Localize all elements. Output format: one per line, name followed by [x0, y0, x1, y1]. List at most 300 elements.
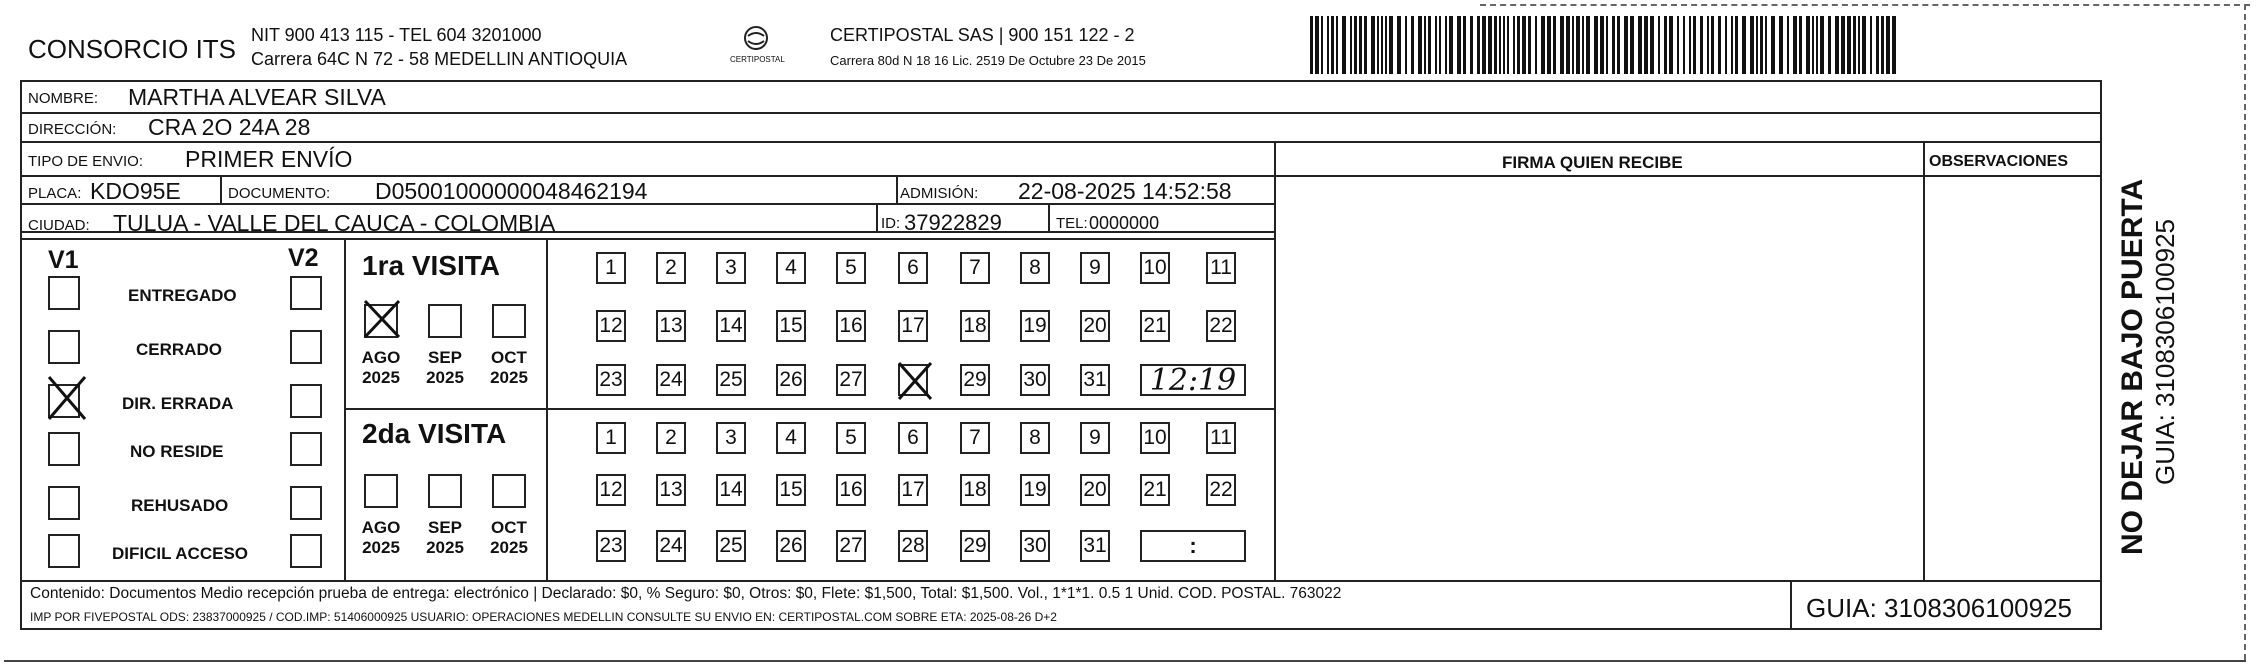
barcode-bar [1650, 16, 1654, 74]
day-box[interactable] [656, 530, 686, 562]
tel-value: 0000000 [1089, 213, 1160, 233]
day-box[interactable] [776, 474, 806, 506]
day-box[interactable] [1140, 474, 1170, 506]
barcode-bar [1718, 16, 1721, 74]
barcode-bar [1779, 16, 1783, 74]
day-number: 28 [901, 534, 925, 557]
cause-label: DIFICIL ACCESO [112, 544, 249, 563]
day-number: 3 [725, 256, 737, 279]
barcode-bar [1876, 16, 1879, 74]
barcode-bar [1841, 16, 1845, 74]
barcode-bar [1576, 16, 1580, 74]
certipostal-address: Carrera 80d N 18 16 Lic. 2519 De Octubre 23 De 2015 [830, 53, 1146, 68]
day-number: 18 [963, 478, 987, 501]
v2-checkbox[interactable] [290, 486, 322, 520]
day-number: 17 [901, 314, 925, 337]
time-separator: : [1189, 533, 1197, 558]
day-box[interactable] [1206, 252, 1236, 284]
barcode-bar [1482, 16, 1486, 74]
day-number: 20 [1083, 314, 1107, 337]
barcode-bar [1644, 16, 1648, 74]
day-box[interactable] [898, 474, 928, 506]
month-label: SEP 2025 [426, 518, 464, 557]
barcode-bar [1787, 16, 1789, 74]
barcode-bar [1612, 16, 1615, 74]
side-warning: NO DEJAR BAJO PUERTA [2116, 178, 2149, 555]
v1-checkbox[interactable] [48, 384, 80, 418]
barcode-bar [1389, 16, 1393, 74]
day-box[interactable] [960, 310, 990, 342]
barcode-bar [1535, 16, 1537, 74]
day-number: 2 [665, 426, 677, 449]
month-checkbox[interactable] [364, 474, 398, 508]
firma-column-left [1274, 141, 1276, 580]
cause-label: DIR. ERRADA [122, 394, 234, 413]
day-box[interactable] [656, 474, 686, 506]
divider [1048, 203, 1050, 231]
barcode-bar [1892, 16, 1896, 74]
barcode-bar [1677, 16, 1679, 74]
barcode-bar [1711, 16, 1714, 74]
barcode-bar [1547, 16, 1551, 74]
barcode-bar [1683, 16, 1685, 74]
divider [1790, 580, 1792, 630]
day-box[interactable] [656, 422, 686, 454]
v1-checkbox[interactable] [48, 330, 80, 364]
day-number: 6 [907, 426, 919, 449]
cause-label: REHUSADO [131, 496, 229, 515]
day-number: 29 [963, 534, 987, 557]
obs-column-left [1923, 141, 1925, 580]
barcode-bar [1364, 16, 1367, 74]
barcode-bar [1499, 16, 1501, 74]
day-box[interactable] [776, 252, 806, 284]
day-number: 17 [901, 478, 925, 501]
day-box[interactable] [836, 474, 866, 506]
day-box[interactable] [1020, 252, 1050, 284]
day-box[interactable] [960, 422, 990, 454]
barcode-bar [1760, 16, 1763, 74]
barcode-bar [1463, 16, 1466, 74]
day-box[interactable] [960, 252, 990, 284]
barcode-bar [1886, 16, 1890, 74]
v2-label: V2 [288, 244, 319, 272]
barcode-bar [1445, 16, 1447, 74]
day-number: 1 [605, 256, 617, 279]
v1-label: V1 [48, 246, 79, 274]
certipostal-logo [728, 22, 784, 70]
v2-checkbox[interactable] [290, 330, 322, 364]
barcode-bar [1812, 16, 1814, 74]
day-box[interactable] [836, 252, 866, 284]
certipostal-name: CERTIPOSTAL SAS | 900 151 122 - 2 [830, 25, 1135, 45]
x-mark-icon [46, 374, 88, 427]
day-box[interactable] [898, 310, 928, 342]
day-number: 14 [719, 478, 743, 501]
barcode-icon [1310, 16, 1902, 74]
day-box[interactable] [960, 474, 990, 506]
day-number: 23 [599, 534, 623, 557]
day-number: 20 [1083, 478, 1107, 501]
day-number: 12 [599, 478, 623, 501]
month-checkbox[interactable] [492, 304, 526, 338]
day-box[interactable] [776, 364, 806, 396]
day-number: 16 [839, 478, 863, 501]
day-number: 15 [779, 314, 803, 337]
barcode-bar [1350, 16, 1352, 74]
divider [20, 141, 2102, 143]
company-address: Carrera 64C N 72 - 58 MEDELLIN ANTIOQUIA [251, 49, 628, 69]
day-box[interactable] [898, 252, 928, 284]
day-box[interactable] [1020, 364, 1050, 396]
day-number: 27 [839, 368, 863, 391]
barcode-bar [1566, 16, 1570, 74]
day-number: 26 [779, 368, 803, 391]
day-box[interactable] [776, 310, 806, 342]
ciudad-label: CIUDAD: [28, 217, 90, 234]
barcode-bar [1439, 16, 1441, 74]
barcode-bar [1828, 16, 1831, 74]
barcode-bar [1553, 16, 1556, 74]
day-box[interactable] [836, 364, 866, 396]
day-box[interactable] [716, 364, 746, 396]
imp-line: IMP POR FIVEPOSTAL ODS: 23837000925 / COD.IMP: 51406000925 USUARIO: OPERACIONES MEDELLIN CONSULTE SU ENVIO EN: CERTIPOSTAL.COM SOBRE ETA: 2025-08-26 D+2 [30, 610, 1057, 624]
month-checkbox[interactable] [492, 474, 526, 508]
barcode-bar [1689, 16, 1691, 74]
day-box[interactable] [596, 252, 626, 284]
day-number: 30 [1023, 534, 1047, 557]
day-number: 22 [1209, 478, 1233, 501]
day-box[interactable] [960, 530, 990, 562]
day-box[interactable] [836, 530, 866, 562]
day-number: 5 [845, 256, 857, 279]
placa-label: PLACA: [28, 185, 82, 202]
top-dashed-edge [1480, 4, 2250, 6]
month-label: SEP 2025 [426, 348, 464, 387]
day-number: 6 [907, 256, 919, 279]
v2-checkbox[interactable] [290, 276, 322, 310]
day-number: 21 [1143, 314, 1167, 337]
barcode-bar [1582, 16, 1584, 74]
day-number: 8 [1029, 426, 1041, 449]
day-box[interactable] [1080, 252, 1110, 284]
divider [344, 408, 1276, 410]
barcode-bar [1488, 16, 1492, 74]
time-box[interactable] [1140, 530, 1246, 562]
day-box[interactable] [1206, 422, 1236, 454]
day-number: 24 [659, 534, 683, 557]
barcode-bar [1586, 16, 1590, 74]
barcode-bar [1528, 16, 1531, 74]
day-number: 31 [1083, 534, 1107, 557]
barcode-bar [1816, 16, 1818, 74]
barcode-bar [1793, 16, 1797, 74]
barcode-bar [1658, 16, 1660, 74]
day-number: 8 [1029, 256, 1041, 279]
barcode-bar [1405, 16, 1407, 74]
day-box[interactable] [716, 474, 746, 506]
day-box[interactable] [898, 422, 928, 454]
barcode-bar [1572, 16, 1574, 74]
day-box[interactable] [716, 530, 746, 562]
v1-checkbox[interactable] [48, 534, 80, 568]
nombre-value: MARTHA ALVEAR SILVA [128, 84, 386, 110]
day-box[interactable] [1080, 474, 1110, 506]
day-number: 4 [785, 426, 797, 449]
barcode-bar [1664, 16, 1667, 74]
day-number: 3 [725, 426, 737, 449]
barcode-bar [1707, 16, 1709, 74]
first-visit-title: 1ra VISITA [362, 250, 500, 281]
x-mark-icon [896, 360, 934, 408]
barcode-bar [1354, 16, 1357, 74]
nombre-label: NOMBRE: [28, 90, 99, 107]
barcode-bar [1385, 16, 1387, 74]
barcode-bar [1731, 16, 1733, 74]
observaciones-label: OBSERVACIONES [1929, 153, 2068, 170]
barcode-bar [1617, 16, 1620, 74]
day-box[interactable] [656, 310, 686, 342]
day-box[interactable] [1140, 310, 1170, 342]
barcode-bar [1630, 16, 1634, 74]
day-box[interactable] [656, 364, 686, 396]
barcode-bar [1806, 16, 1810, 74]
bottom-edge [4, 660, 2246, 662]
tipo-label: TIPO DE ENVIO: [28, 153, 144, 170]
barcode-bar [1428, 16, 1431, 74]
barcode-bar [1470, 16, 1473, 74]
day-number: 19 [1023, 314, 1047, 337]
day-box[interactable] [898, 530, 928, 562]
month-label: OCT 2025 [490, 348, 528, 387]
barcode-bar [1624, 16, 1628, 74]
day-number: 31 [1083, 368, 1107, 391]
day-number: 29 [963, 368, 987, 391]
day-number: 4 [785, 256, 797, 279]
barcode-bar [1881, 16, 1884, 74]
day-number: 19 [1023, 478, 1047, 501]
day-box[interactable] [960, 364, 990, 396]
barcode-bar [1371, 16, 1375, 74]
divider [20, 231, 1276, 233]
barcode-bar [1771, 16, 1775, 74]
day-box[interactable] [716, 310, 746, 342]
day-box[interactable] [1206, 474, 1236, 506]
cause-label: NO RESIDE [130, 442, 224, 461]
v2-checkbox[interactable] [290, 534, 322, 568]
day-number: 5 [845, 426, 857, 449]
barcode-bar [1327, 16, 1329, 74]
handwritten-time: 12:19 [1149, 362, 1237, 398]
barcode-bar [1477, 16, 1480, 74]
barcode-bar [1494, 16, 1497, 74]
logo-text: CERTIPOSTAL [730, 55, 785, 64]
id-value: 37922829 [904, 210, 1002, 235]
day-box[interactable] [1020, 422, 1050, 454]
barcode-bar [1638, 16, 1642, 74]
barcode-bar [1750, 16, 1754, 74]
v1-checkbox[interactable] [48, 432, 80, 466]
day-box[interactable] [1020, 530, 1050, 562]
id-label: ID: [881, 215, 901, 232]
barcode-bar [1835, 16, 1839, 74]
barcode-bar [1700, 16, 1703, 74]
day-box[interactable] [596, 422, 626, 454]
admision-value: 22-08-2025 14:52:58 [1018, 178, 1232, 204]
barcode-bar [1870, 16, 1872, 74]
barcode-bar [1541, 16, 1545, 74]
day-number: 22 [1209, 314, 1233, 337]
divider [876, 203, 878, 231]
barcode-bar [1735, 16, 1738, 74]
day-number: 1 [605, 426, 617, 449]
barcode-bar [1756, 16, 1758, 74]
barcode-bar [1315, 16, 1319, 74]
day-box[interactable] [596, 310, 626, 342]
day-box[interactable] [1080, 364, 1110, 396]
barcode-bar [1847, 16, 1851, 74]
x-mark-icon [362, 298, 402, 345]
barcode-bar [1424, 16, 1426, 74]
barcode-bar [1418, 16, 1422, 74]
day-number: 25 [719, 534, 743, 557]
day-box[interactable] [776, 530, 806, 562]
day-number: 12 [599, 314, 623, 337]
day-number: 25 [719, 368, 743, 391]
day-number: 15 [779, 478, 803, 501]
right-dashed-edge [2244, 4, 2246, 660]
second-visit-title: 2da VISITA [362, 418, 507, 449]
day-box[interactable] [596, 364, 626, 396]
barcode-bar [1507, 16, 1509, 74]
tel-label: TEL: [1056, 215, 1088, 232]
barcode-bar [1435, 16, 1437, 74]
footer-guia: GUIA: 3108306100925 [1806, 593, 2072, 623]
time-box[interactable] [1140, 364, 1246, 396]
cause-label: CERRADO [136, 340, 222, 359]
day-box[interactable] [596, 530, 626, 562]
barcode-bar [1522, 16, 1526, 74]
day-number: 21 [1143, 478, 1167, 501]
divider [20, 112, 2102, 114]
divider [20, 203, 1276, 205]
month-label: OCT 2025 [490, 518, 528, 557]
barcode-bar [1742, 16, 1746, 74]
barcode-bar [1820, 16, 1824, 74]
documento-value: D05001000000048462194 [375, 178, 648, 204]
direccion-value: CRA 2O 24A 28 [148, 114, 311, 140]
company-nit: NIT 900 413 115 - TEL 604 3201000 [251, 25, 542, 45]
v2-checkbox[interactable] [290, 384, 322, 418]
barcode-bar [1449, 16, 1453, 74]
month-checkbox[interactable] [428, 304, 462, 338]
barcode-bar [1411, 16, 1414, 74]
day-box[interactable] [1206, 310, 1236, 342]
barcode-bar [1725, 16, 1727, 74]
v1-checkbox[interactable] [48, 486, 80, 520]
barcode-bar [1331, 16, 1334, 74]
barcode-bar [1513, 16, 1515, 74]
barcode-bar [1560, 16, 1564, 74]
barcode-bar [1517, 16, 1520, 74]
barcode-bar [1799, 16, 1802, 74]
barcode-bar [1765, 16, 1767, 74]
day-box[interactable] [776, 422, 806, 454]
day-number: 27 [839, 534, 863, 557]
contenido-text: Contenido: Documentos Medio recepción prueba de entrega: electrónico | Declarado: $0, % Seguro: $0, Otros: $0, Flete: $1,500, Total: $1,500. Vol., 1*1*1. 0.5 1 Unid. COD. POSTAL. 763022 [30, 585, 1342, 602]
month-label: AGO 2025 [361, 348, 401, 387]
barcode-bar [1853, 16, 1856, 74]
barcode-bar [1858, 16, 1860, 74]
day-number: 10 [1143, 256, 1167, 279]
day-box[interactable] [1080, 530, 1110, 562]
day-box[interactable] [898, 364, 928, 396]
day-box[interactable] [836, 310, 866, 342]
day-box[interactable] [1080, 310, 1110, 342]
day-box[interactable] [1080, 422, 1110, 454]
barcode-bar [1397, 16, 1401, 74]
day-number: 7 [969, 256, 981, 279]
divider [20, 175, 2102, 177]
day-number: 24 [659, 368, 683, 391]
day-number: 10 [1143, 426, 1167, 449]
divider [20, 238, 1276, 240]
barcode-bar [1669, 16, 1673, 74]
month-checkbox[interactable] [428, 474, 462, 508]
day-box[interactable] [1020, 310, 1050, 342]
barcode-bar [1342, 16, 1346, 74]
barcode-bar [1381, 16, 1383, 74]
barcode-bar [1310, 16, 1313, 74]
day-number: 11 [1210, 256, 1232, 279]
documento-label: DOCUMENTO: [228, 185, 331, 202]
cause-label: ENTREGADO [128, 286, 237, 305]
barcode-bar [1862, 16, 1866, 74]
day-number: 13 [659, 314, 683, 337]
v1-checkbox[interactable] [48, 276, 80, 310]
day-box[interactable] [656, 252, 686, 284]
day-number: 11 [1210, 426, 1232, 449]
day-number: 2 [665, 256, 677, 279]
day-number: 16 [839, 314, 863, 337]
day-box[interactable] [1140, 422, 1170, 454]
day-number: 9 [1089, 426, 1101, 449]
side-guia: GUIA: 3108306100925 [2150, 219, 2180, 485]
day-box[interactable] [1140, 252, 1170, 284]
divider [220, 175, 222, 203]
month-label: AGO 2025 [361, 518, 401, 557]
day-box[interactable] [596, 474, 626, 506]
day-number: 30 [1023, 368, 1047, 391]
day-number: 7 [969, 426, 981, 449]
day-box[interactable] [836, 422, 866, 454]
barcode-bar [1606, 16, 1608, 74]
ciudad-value: TULUA - VALLE DEL CAUCA - COLOMBIA [113, 210, 556, 236]
barcode-bar [1693, 16, 1696, 74]
day-number: 26 [779, 534, 803, 557]
day-number: 14 [719, 314, 743, 337]
month-checkbox[interactable] [364, 304, 398, 338]
direccion-label: DIRECCIÓN: [28, 121, 117, 138]
barcode-bar [1321, 16, 1323, 74]
day-box[interactable] [716, 422, 746, 454]
v2-checkbox[interactable] [290, 432, 322, 466]
day-box[interactable] [1020, 474, 1050, 506]
day-box[interactable] [716, 252, 746, 284]
barcode-bar [1457, 16, 1461, 74]
firma-label: FIRMA QUIEN RECIBE [1502, 153, 1683, 172]
day-number: 9 [1089, 256, 1101, 279]
